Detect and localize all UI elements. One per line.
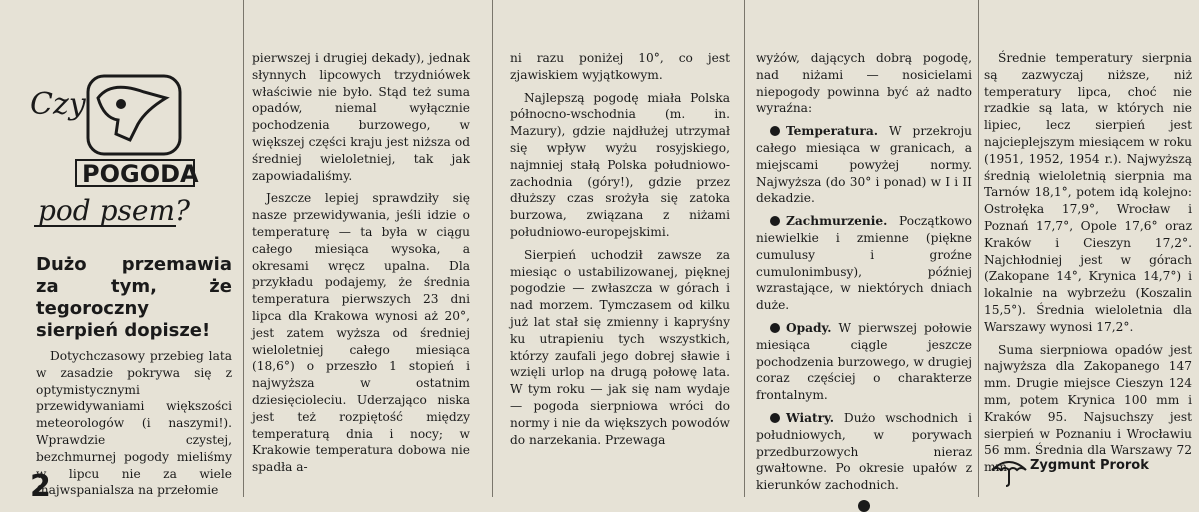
paragraph: Jeszcze lepiej sprawdziły się nasze przewidywania, jeśli idzie o temperaturę — ta była w ciągu całego miesiąca wysoka, a okresami wręcz upalna. Dla przykładu podajemy, że średnia temperatura pierwszych 23 dni lipca dla Krakowa wynosi aż 20°, jest zatem wyższa od średniej wieloletniej całego miesiąca (18,6°) o przeszło 1 stopień i najwyższa w ostatnim dziesięcioleciu. Uderzająco niska jest też rozpiętość między temperaturą dnia i nocy; w Krakowie temperatura dobowa nie spadła a- <box>252 191 470 475</box>
dog-eye <box>116 99 126 109</box>
bullet-icon <box>770 413 780 423</box>
forecast-heading: Opady. <box>786 320 832 335</box>
logo-line3: pod psem? <box>38 194 191 227</box>
bullet-icon <box>770 216 780 226</box>
logo-line2: POGODA <box>82 160 199 188</box>
author-signature: Zygmunt Prorok <box>1030 458 1149 473</box>
forecast-heading: Zachmurzenie. <box>786 214 888 229</box>
forecast-heading: Temperatura. <box>786 124 878 139</box>
forecast-text: Początkowo niewielkie i zmienne (piękne cumulusy i groźne cumulonimbusy), później wzrastające, w niektórych dniach duże. <box>756 214 972 313</box>
logo-line1: Czy <box>30 87 86 122</box>
forecast-text: W pierwszej połowie miesiąca ciągle jeszcze pochodzenia burzowego, w drugiej coraz częściej o charakterze frontalnym. <box>756 320 972 403</box>
article-column-2 <box>252 0 470 497</box>
column-divider <box>243 0 244 497</box>
paragraph: Średnie temperatury sierpnia są zazwyczaj niższe, niż temperatury lipca, choć nie rzadkie są lata, w których nie lipiec, lecz sierpień jest najcieplejszym miesiącem w roku (1951, 1952, 1954 r.). Najwyższą średnią wieloletnią sierpnia ma Tarnów 18,1°, potem idą kolejno: Ostrołęka 17,9°, Wrocław i Poznań 17,7°, Opole 17,6° oraz Kraków i Cieszyn 17,2°. Najchłodniej jest w górach (Zakopane 14°, Krynica 14,7°) i lokalnie na wybrzeżu (Koszalin 15,5°). Średnia wieloletnia dla Warszawy wynosi 17,2°. <box>984 51 1192 334</box>
paragraph: Najlepszą pogodę miała Polska północno-wschodnia (m. in. Mazury), gdzie najdłużej utrzymał się wpływ wyżu rosyjskiego, najmniej stałą Polska południowo-zachodnia (góry!), gdzie przez dłuższy czas srożyła się zatoka burzowa, związana z niżami południowo-europejskimi. <box>510 90 730 239</box>
article-headline: Dużo przemawia za tym, że tegoroczny sierpień dopisze! <box>36 254 232 341</box>
forecast-clouds <box>756 213 972 314</box>
article-column-3 <box>510 0 730 497</box>
forecast-heading: Wiatry. <box>786 410 834 425</box>
forecast-text: Dużo wschodnich i południowych, w porywach przedburzowych nieraz gwałtowne. Po okresie upałów z kierunków zachodnich. <box>756 410 972 493</box>
column-divider <box>492 0 493 497</box>
column-divider <box>978 0 979 497</box>
end-mark-icon <box>858 500 870 512</box>
forecast-temperature <box>756 123 972 207</box>
paragraph: pierwszej i drugiej dekady), jednak słynnych lipcowych trzydniówek właściwie nie było. Stąd też suma opadów, niemal wyłącznie pochodzenia burzowego, w większej części kraju jest niższa od średniej wieloletniej, tak jak zapowiadaliśmy. <box>252 51 470 183</box>
bullet-icon <box>770 126 780 136</box>
bullet-icon <box>770 323 780 333</box>
lead-paragraph: Dotychczasowy przebieg lata w zasadzie pokrywa się z optymistycznymi przewidywaniami większości meteorologów (i naszymi!). Wprawdzie czystej, bezchmurnej pogody mieliśmy w lipcu nie za wiele (najwspanialsza na przełomie <box>36 349 232 498</box>
umbrella-icon <box>990 452 1028 488</box>
article-column-4 <box>756 0 972 497</box>
forecast-wind <box>756 410 972 494</box>
dog-head-icon <box>98 87 166 140</box>
paragraph: wyżów, dających dobrą pogodę, nad niżami — nosicielami niepogody powinna być aż nadto wyraźna: <box>756 51 972 116</box>
page-number: 2 <box>30 469 51 504</box>
paragraph: Sierpień uchodził zawsze za miesiąc o ustabilizowanej, pięknej pogodzie — zwłaszcza w górach i nad morzem. Tymczasem od kilku już lat stał się zmienny i kapryśny ku utrapieniu tych wszystkich, którzy zaufali jego dobrej sławie i wzięli urlop na drugą połowę lata. W tym roku — jak się nam wydaje — pogoda sierpniowa wróci do normy i nie da większych powodów do narzekania. Przewaga <box>510 247 730 447</box>
forecast-text: W przekroju całego miesiąca w granicach, a miejscami powyżej normy. Najwyższa (do 30° i ponad) w I i II dekadzie. <box>756 124 972 206</box>
pogoda-logo <box>26 68 214 233</box>
article-column-5 <box>984 0 1192 497</box>
forecast-rain <box>756 320 972 404</box>
article-lead <box>36 348 232 499</box>
column-divider <box>744 0 745 497</box>
paragraph: ni razu poniżej 10°, co jest zjawiskiem wyjątkowym. <box>510 51 730 82</box>
paragraph: Suma sierpniowa opadów jest najwyższa dla Zakopanego 147 mm. Drugie miejsce Cieszyn 124 mm, potem Krynica 100 mm i Kraków 95. Najsuchszy jest sierpień w Poznaniu i Wrocławiu 56 mm. Średnia dla Warszawy 72 mm. <box>984 342 1192 475</box>
